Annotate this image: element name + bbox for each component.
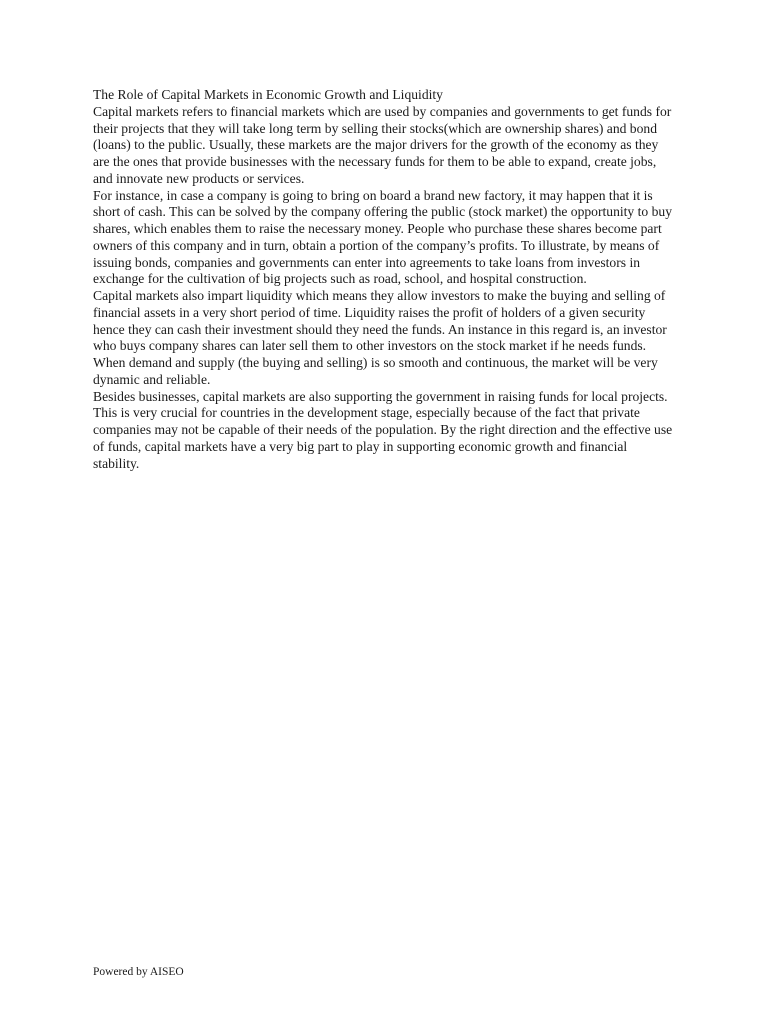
paragraph-intro: Capital markets refers to financial markets which are used by companies and governments to get funds for their projects that they will take long term by selling their stocks(which are ownership shares) and bond (loans) to the public. Usually, these markets are the major drivers for the growth of the economy as they are the ones that provide businesses with the necessary funds for them to be able to expand, create jobs, and innovate new products or services.	[93, 103, 672, 186]
document-body	[93, 87, 675, 472]
paragraph-government: Besides businesses, capital markets are also supporting the government in raising funds for local projects. This is very crucial for countries in the development stage, especially because of the fact that private companies may not be capable of their needs of the population. By the right direction and the effective use of funds, capital markets have a very big part to play in supporting economic growth and financial stability.	[93, 388, 673, 471]
paragraph-example: For instance, in case a company is going to bring on board a brand new factory, it may happen that it is short of cash. This can be solved by the company offering the public (stock market) the opportunity to buy shares, which enables them to raise the necessary money. People who purchase these shares become part owners of this company and in turn, obtain a portion of the company’s profits. To illustrate, by means of issuing bonds, companies and governments can enter into agreements to take loans from investors in exchange for the cultivation of big projects such as road, school, and hospital construction.	[93, 187, 672, 287]
document-title: The Role of Capital Markets in Economic Growth and Liquidity	[93, 87, 443, 102]
paragraph-liquidity: Capital markets also impart liquidity which means they allow investors to make the buying and selling of financial assets in a very short period of time. Liquidity raises the profit of holders of a given security hence they can cash their investment should they need the funds. An instance in this regard is, an investor who buys company shares can later sell them to other investors on the stock market if he needs funds. When demand and supply (the buying and selling) is so smooth and continuous, the market will be very dynamic and reliable.	[93, 288, 667, 387]
powered-by-footer: Powered by AISEO	[93, 966, 184, 978]
